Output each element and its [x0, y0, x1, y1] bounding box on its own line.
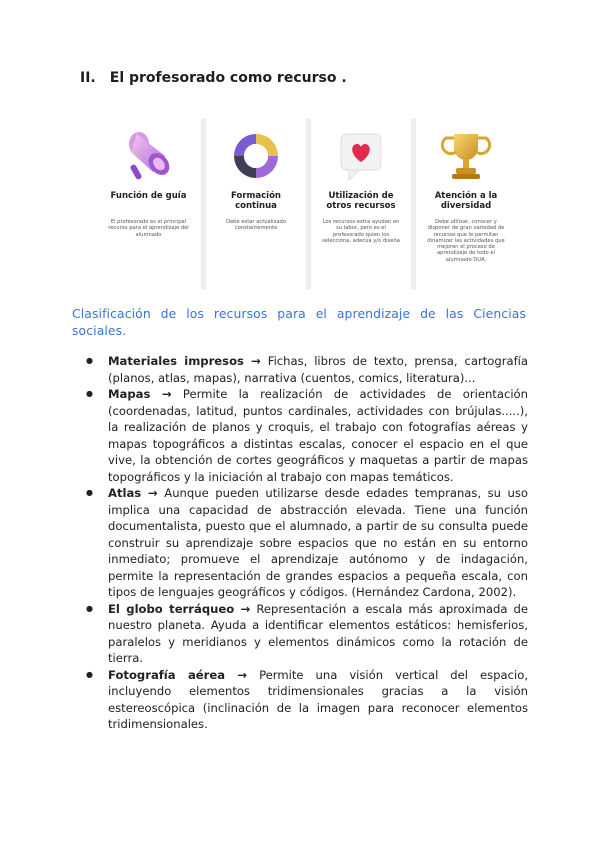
card-continuous-training [201, 118, 306, 290]
list-item [86, 667, 528, 733]
item-text: Fichas, libros de texto, prensa, cartografía (planos, atlas, mapas), narrativa (cuentos, comics, literatura)... [108, 354, 528, 385]
card-title: Atención a la diversidad [434, 191, 498, 211]
list-item [86, 485, 528, 601]
list-item [86, 601, 528, 667]
card-title: Función de guía [110, 191, 187, 201]
item-text: Representación a escala más aproximada de nuestro planeta. Ayuda a identificar elementos estáticos: hemisferios, paralelos y meridianos y elementos dinámicos como la rotación de tierra. [108, 601, 528, 665]
infographic-cards [96, 118, 516, 290]
card-diversity-attention [411, 118, 516, 290]
card-title: Formación continua [231, 191, 281, 211]
heart-chat-icon [331, 126, 391, 186]
item-term: Atlas → [108, 486, 158, 500]
card-description: El profesorado es el principal recurso para el aprendizaje del alumnado [108, 219, 189, 238]
card-other-resources [306, 118, 411, 290]
section-number: II. [80, 70, 96, 86]
card-title: Utilización de otros recursos [326, 191, 396, 211]
item-term: El globo terráqueo → [108, 601, 251, 616]
section-heading [80, 70, 347, 86]
item-text: Permite una visión vertical del espacio, incluyendo elementos tridimensionales gracias a la visión estereoscópica (inclinación de la imagen para reconocer elementos tridimensionales. [108, 667, 529, 731]
trophy-icon [436, 126, 496, 186]
classification-subtitle: Clasificación de los recursos para el aprendizaje de las Ciencias sociales. [72, 306, 526, 338]
item-term: Fotografía aérea → [108, 667, 248, 682]
card-guide-function [96, 118, 201, 290]
resources-list [86, 353, 528, 733]
section-title: El profesorado como recurso . [109, 70, 347, 86]
card-description: Debe utilizar, conocer y disponer de gran variedad de recursos que le permitan dinamizar las actividades que mejoren el proceso de aprendizaje de todo el alumnado DUA. [427, 219, 505, 263]
item-term: Materiales impresos → [108, 354, 261, 368]
item-text: Aunque pueden utilizarse desde edades tempranas, su uso implica una capacidad de abstracción elevada. Tiene una función documentalista, puesto que el alumnado, a partir de su consulta puede construir su aprendizaje sobre espacios que no están en su entorno inmediato; promueve el aprendizaje autónomo y de indagación, permite la representación de grandes espacios a pequeña escala, con tipos de lenguajes geográficos y códigos. (Hernández Cardona, 2002). [108, 486, 528, 599]
item-text: Permite la realización de actividades de orientación (coordenadas, latitud, puntos cardinales, actividades con brújulas.....), la realización de planos y croquis, el trabajo con fotografías aéreas y mapas topográficos a distintas escalas, conocer el espacio en el que vive, la obtención de cortes geográficos y maquetas a partir de mapas topográficos y la iniciación al trabajo con mapas temáticos. [108, 387, 528, 484]
card-description: Los recursos extra ayudan en su labor, pero es el profesorado quien los selecciona, adecúa y/o diseña [322, 219, 400, 244]
list-item [86, 386, 528, 485]
card-description: Debe estar actualizado constantemente [226, 219, 286, 232]
item-term: Mapas → [108, 387, 172, 401]
megaphone-icon [119, 126, 179, 186]
progress-ring-icon [226, 126, 286, 186]
list-item [86, 353, 528, 386]
